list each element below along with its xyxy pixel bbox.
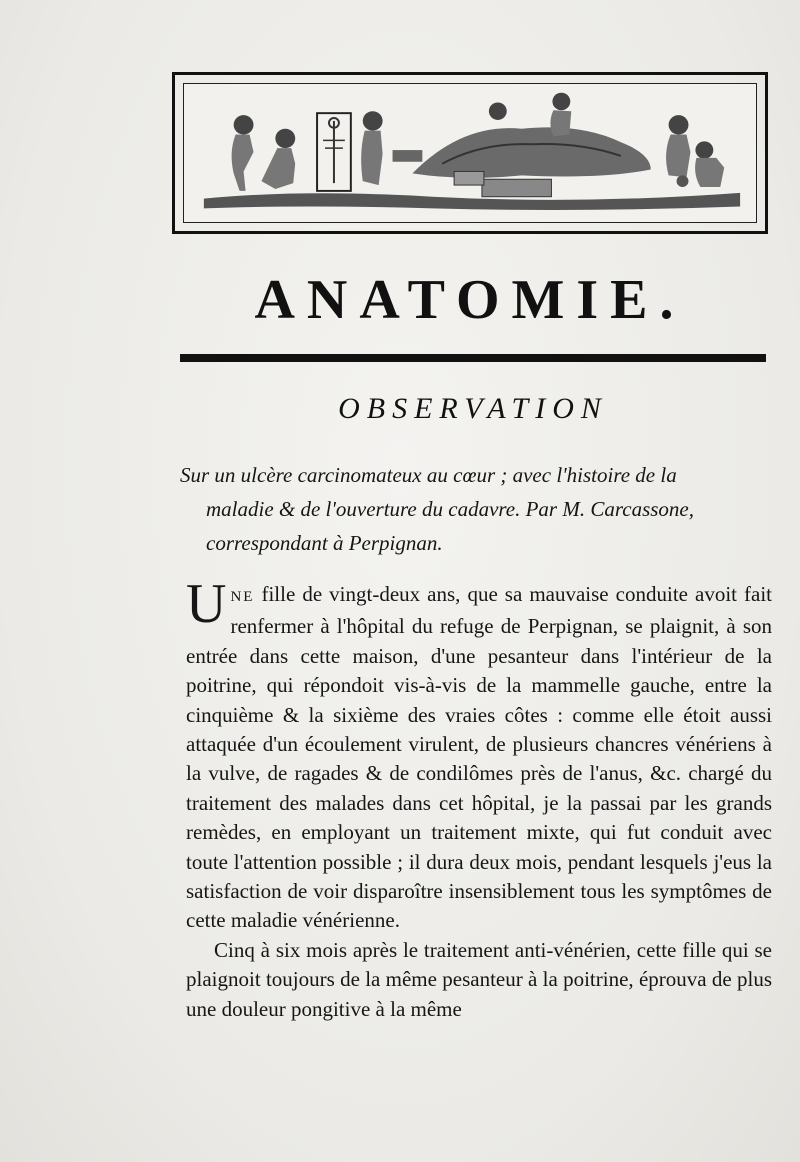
article-caption bbox=[180, 458, 770, 560]
section-heading: OBSERVATION bbox=[338, 392, 608, 425]
drop-cap: U bbox=[186, 573, 227, 635]
anatomy-engraving-illustration bbox=[184, 84, 756, 222]
paragraph-1-text: fille de vingt-deux ans, que sa mauvaise conduite avoit fait renfermer à l'hôpital du refuge de Perpignan, se plaignit, à son entrée dans cette maison, d'une pesanteur dans l'intérieur de la poitrine, qui répondoit vis-à-vis de la mammelle gauche, entre la cinquième & la sixième des vraies côtes : comme elle étoit aussi attaquée d'un écoulement virulent, de plusieurs chancres vénériens à la vulve, de ragades & de condilômes près de l'anus, &c. chargé du traitement des malades dans cet hôpital, je la passai par les grands remèdes, en employant un traitement mixte, qui fut conduit avec toute l'attention possible ; il dura deux mois, pendant lesquels j'eus la satisfaction de voir disparoître insensiblement tous les symptômes de cette maladie vénérienne. bbox=[186, 582, 772, 933]
caption-line-2: maladie & de l'ouverture du cadavre. Par M. Carcassone, bbox=[206, 497, 694, 521]
page-title: ANATOMIE. bbox=[254, 269, 686, 331]
article-body bbox=[186, 573, 772, 1024]
paragraph-1 bbox=[186, 573, 772, 936]
opening-smallcaps: NE bbox=[230, 589, 255, 605]
title-rule bbox=[180, 354, 766, 362]
caption-line-3: correspondant à Perpignan. bbox=[206, 531, 443, 555]
engraved-headpiece bbox=[172, 72, 768, 234]
paragraph-2: Cinq à six mois après le traitement anti-vénérien, cette fille qui se plaignoit toujours de la même pesanteur à la poitrine, éprouva de plus une douleur pongitive à la même bbox=[186, 937, 772, 1021]
caption-line-1: Sur un ulcère carcinomateux au cœur ; avec l'histoire de la bbox=[180, 463, 677, 487]
